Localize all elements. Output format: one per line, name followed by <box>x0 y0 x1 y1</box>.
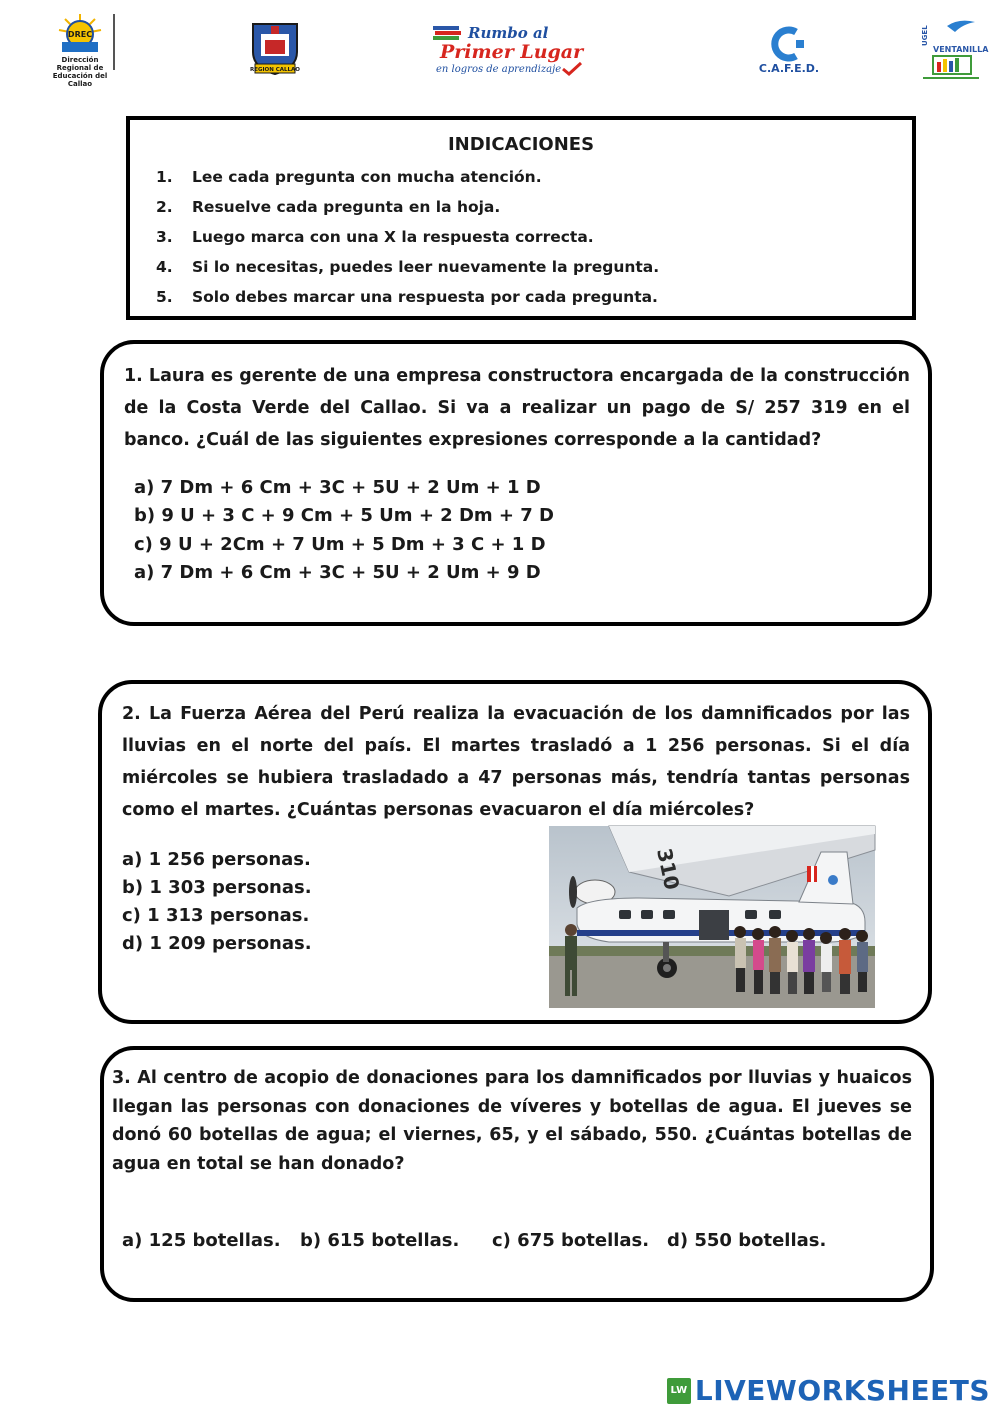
q2-option-a[interactable]: a) 1 256 personas. <box>122 849 311 870</box>
cafed-emblem-icon <box>766 26 812 62</box>
q1-option-d[interactable]: a) 7 Dm + 6 Cm + 3C + 5U + 2 Um + 9 D <box>134 562 541 583</box>
question-1-text: 1. Laura es gerente de una empresa constructora encargada de la construcción de la Costa Verde del Callao. Si va a realizar un pago de S/ 257 319 en el banco. ¿Cuál de las siguientes expresiones corresponde a la cantidad? <box>124 366 910 450</box>
callao-caption: REGION CALLAO <box>250 67 300 73</box>
books-icon <box>432 24 462 42</box>
plane-number: 310 <box>652 846 685 892</box>
logo-divider <box>113 14 115 70</box>
q2-option-c[interactable]: c) 1 313 personas. <box>122 905 310 926</box>
q1-option-c[interactable]: c) 9 U + 2Cm + 7 Um + 5 Dm + 3 C + 1 D <box>134 534 546 555</box>
instructions-box <box>126 116 916 320</box>
drec-acronym: DREC <box>67 30 93 39</box>
liveworksheets-badge-icon: LW <box>667 1378 691 1404</box>
question-2-text: 2. La Fuerza Aérea del Perú realiza la evacuación de los damnificados por las lluvias en el norte del país. El martes trasladó a 1 256 personas. Si el día miércoles se hubiera trasladado a 47 personas más, tendría tantas personas como el martes. ¿Cuántas personas evacuaron el día miércoles? <box>122 704 910 820</box>
instructions-list <box>156 162 659 312</box>
q2-option-d[interactable]: d) 1 209 personas. <box>122 933 312 954</box>
liveworksheets-brand: LIVEWORKSHEETS <box>694 1374 990 1407</box>
q1-option-a[interactable]: a) 7 Dm + 6 Cm + 3C + 5U + 2 Um + 1 D <box>134 477 541 498</box>
cafed-name: C.A.F.E.D. <box>758 62 820 75</box>
rumbo-line1: Rumbo al <box>468 24 549 42</box>
instruction-item: 4. Si lo necesitas, puedes leer nuevamente la pregunta. <box>156 258 660 276</box>
q1-option-b[interactable]: b) 9 U + 3 C + 9 Cm + 5 Um + 2 Dm + 7 D <box>134 505 555 526</box>
q3-option-c[interactable]: c) 675 botellas. <box>492 1230 650 1251</box>
ugel-emblem-icon <box>919 16 989 82</box>
instructions-title: INDICACIONES <box>447 134 595 155</box>
rumbo-line2: Primer Lugar <box>440 41 584 63</box>
ugel-letters: UGEL <box>921 25 929 46</box>
ugel-name: VENTANILLA <box>933 45 989 54</box>
ugel-logo <box>918 16 989 82</box>
instruction-item: 3. Luego marca con una X la respuesta correcta. <box>156 228 594 246</box>
drec-logo <box>44 12 116 88</box>
rumbo-logo <box>432 24 600 76</box>
q3-option-a[interactable]: a) 125 botellas. <box>122 1230 281 1251</box>
drec-caption-2: Educación del Callao <box>52 72 108 88</box>
instruction-item: 5. Solo debes marcar una respuesta por cada pregunta. <box>156 288 658 306</box>
instruction-item: 2. Resuelve cada pregunta en la hoja. <box>156 198 501 216</box>
airplane-evacuation-photo <box>549 826 875 1008</box>
q3-option-b[interactable]: b) 615 botellas. <box>300 1230 460 1251</box>
q2-option-b[interactable]: b) 1 303 personas. <box>122 877 312 898</box>
callao-shield-icon <box>247 20 303 76</box>
drec-caption-1: Dirección Regional de <box>56 56 104 72</box>
q3-option-d[interactable]: d) 550 botellas. <box>667 1230 827 1251</box>
checkmark-icon <box>561 62 583 76</box>
drec-emblem-icon <box>55 12 105 56</box>
cafed-logo <box>744 26 834 75</box>
callao-logo <box>244 20 306 76</box>
airplane-photo-icon <box>549 826 875 1008</box>
rumbo-line3: en logros de aprendizaje <box>436 63 562 75</box>
instruction-item: 1. Lee cada pregunta con mucha atención. <box>156 168 542 186</box>
liveworksheets-footer[interactable] <box>667 1374 990 1407</box>
question-3-text: 3. Al centro de acopio de donaciones para los damnificados por lluvias y huaicos llegan las personas con donaciones de víveres y botellas de agua. El jueves se donó 60 botellas de agua; el viernes, 65, y el sábado, 550. ¿Cuántas botellas de agua en total se han donado? <box>112 1068 912 1174</box>
